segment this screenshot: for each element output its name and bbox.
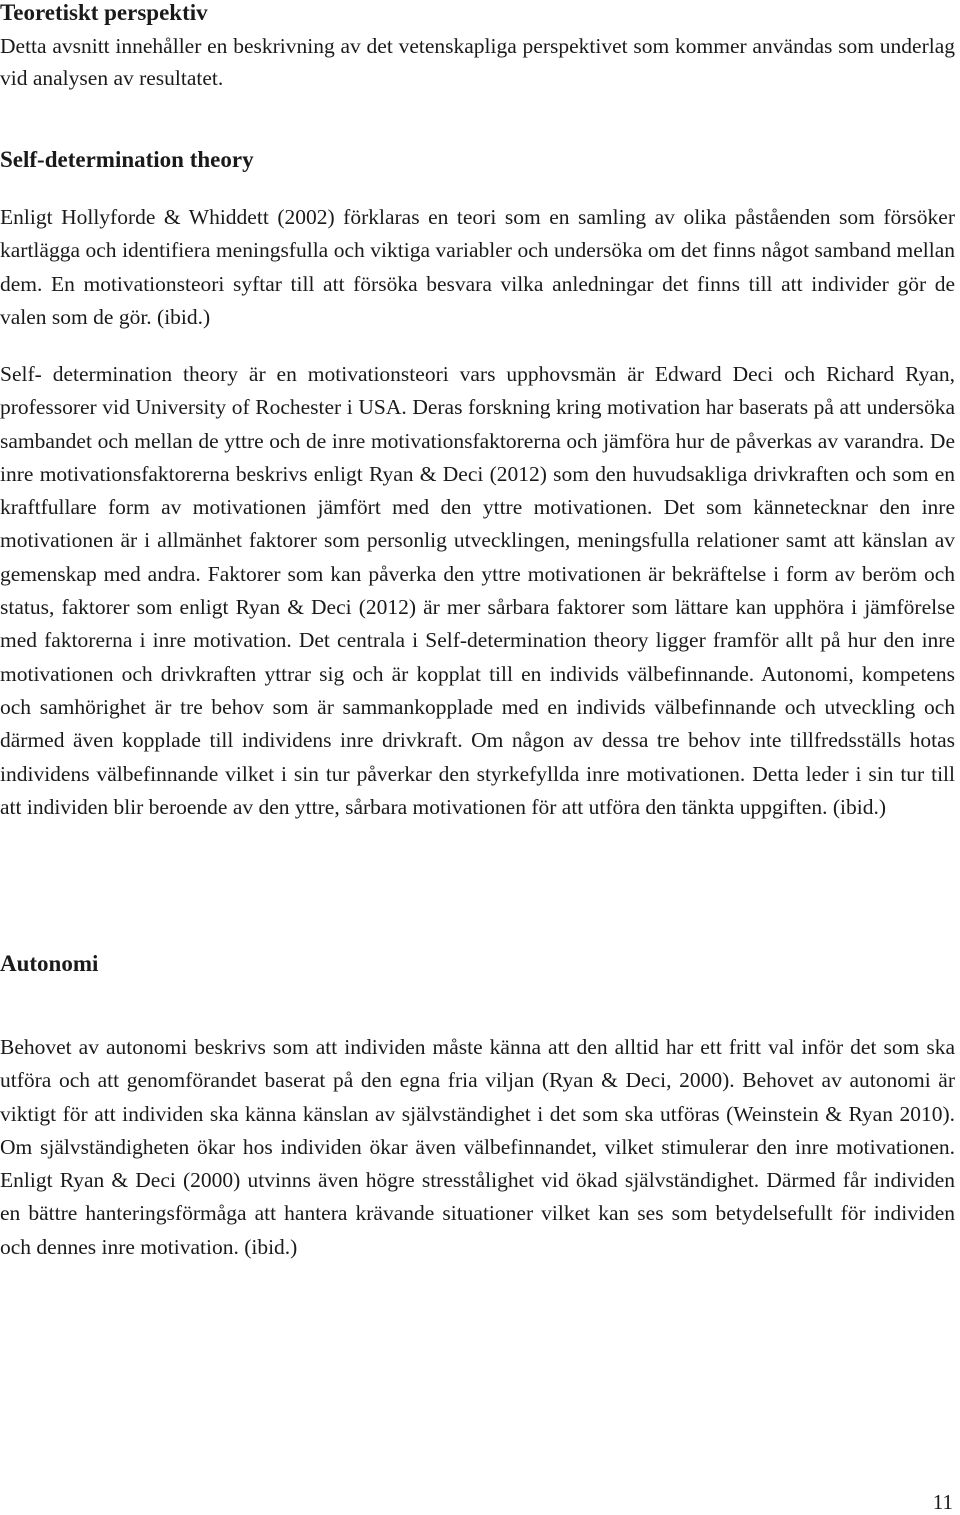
sdt-paragraph-1: Enligt Hollyforde & Whiddett (2002) förklaras en teori som en samling av olika påståenden som försöker kartlägga och identifiera meningsfulla och viktiga variabler och undersöka om det finns något samband mellan dem. En motivationsteori syftar till att försöka besvara vilka anledningar det finns till att individer gör de valen som de gör. (ibid.) <box>0 205 955 329</box>
section-heading-autonomi: Autonomi <box>0 951 99 976</box>
sdt-paragraph-2: Self- determination theory är en motivationsteori vars upphovsmän är Edward Deci och Richard Ryan, professorer vid University of Rochester i USA. Deras forskning kring motivation har baserats på att undersöka sambandet och mellan de yttre och de inre motivationsfaktorerna och jämföra hur de påverkas av varandra. De inre motivationsfaktorerna beskrivs enligt Ryan & Deci (2012) som den huvudsakliga drivkraften och som en kraftfullare form av motivationen jämfört med den yttre motivationen. Det som kännetecknar den inre motivationen är i allmänhet faktorer som personlig utvecklingen, meningsfulla relationer samt att känslan av gemenskap med andra. Faktorer som kan påverka den yttre motivationen är bekräftelse i form av beröm och status, faktorer som enligt Ryan & Deci (2012) är mer sårbara faktorer som lättare kan upphöra i jämförelse med faktorerna i inre motivation. Det centrala i Self-determination theory ligger framför allt på hur den inre motivationen och drivkraften yttrar sig och är kopplat till en individs välbefinnande. Autonomi, kompetens och samhörighet är tre behov som är sammankopplade med en individs välbefinnande och utveckling och därmed även kopplade till individens inre drivkraft. Om någon av dessa tre behov inte tillfredsställs hotas individens välbefinnande vilket i sin tur påverkar den styrkefyllda inre motivationen. Detta leder i sin tur till att individen blir beroende av den yttre, sårbara motivationen för att utföra den tänkta uppgiften. (ibid.) <box>0 362 955 819</box>
section-heading-teoretiskt-perspektiv: Teoretiskt perspektiv <box>0 0 208 25</box>
autonomi-paragraph: Behovet av autonomi beskrivs som att individen måste känna att den alltid har ett fritt val inför det som ska utföra och att genomförandet baserat på den egna fria viljan (Ryan & Deci, 2000). Behovet av autonomi är viktigt för att individen ska känna känslan av självständighet i det som ska utföras (Weinstein & Ryan 2010). Om självständigheten ökar hos individen ökar även välbefinnandet, vilket stimulerar den inre motivationen. Enligt Ryan & Deci (2000) utvinns även högre stresstålighet vid ökad självständighet. Därmed får individen en bättre hanteringsförmåga att hantera krävande situationer vilket kan ses som betydelsefullt för individen och dennes inre motivation. (ibid.) <box>0 1035 955 1259</box>
section-heading-self-determination-theory: Self-determination theory <box>0 147 254 172</box>
intro-paragraph: Detta avsnitt innehåller en beskrivning av det vetenskapliga perspektivet som kommer användas som underlag vid analysen av resultatet. <box>0 34 955 90</box>
page-number: 11 <box>932 1490 953 1514</box>
